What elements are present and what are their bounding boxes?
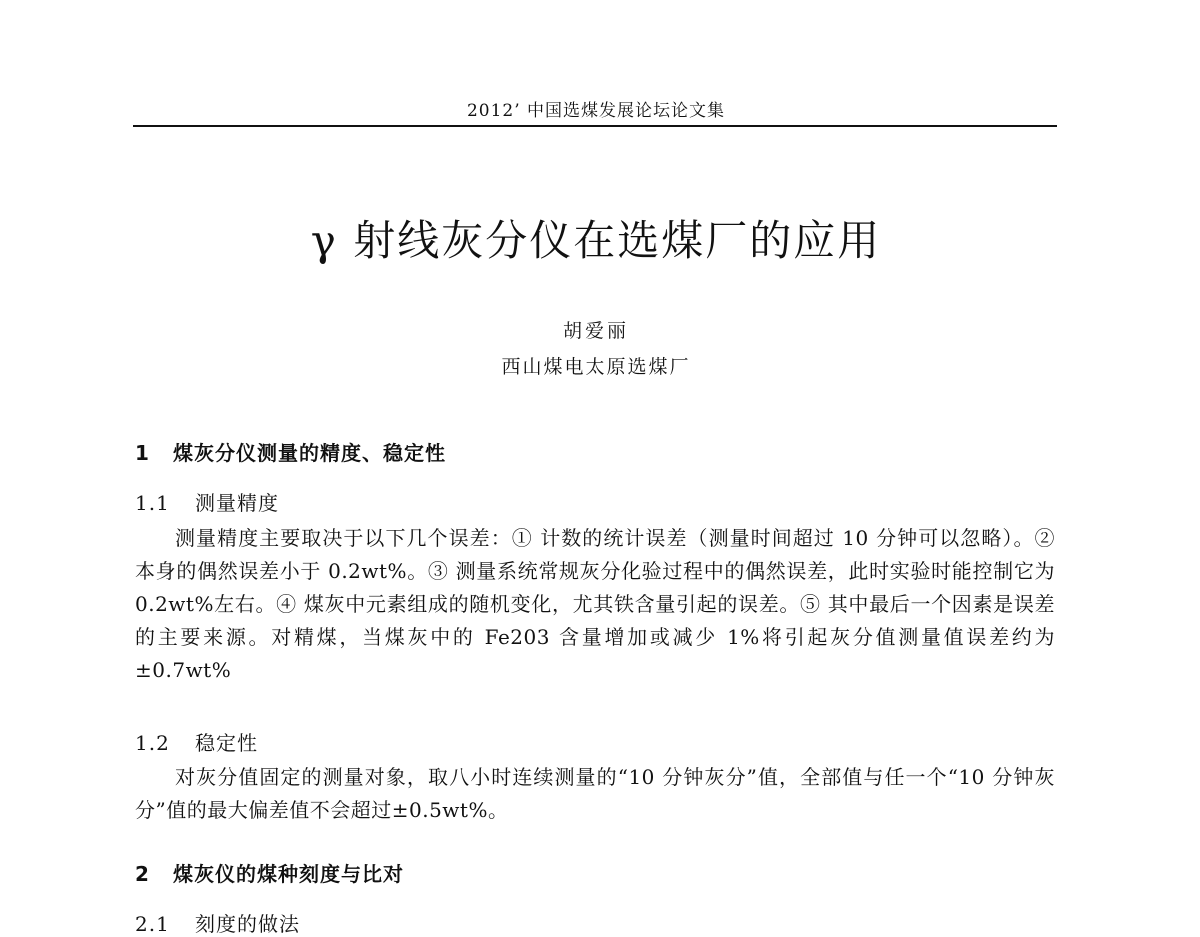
author-name: 胡爱丽 xyxy=(562,320,629,342)
subsection-heading-2-1 xyxy=(135,908,300,937)
paper-title: γ 射线灰分仪在选煤厂的应用 xyxy=(310,216,882,265)
section-number: 1 xyxy=(135,441,150,465)
subsection-heading-1-2 xyxy=(135,727,258,756)
section-heading-1 xyxy=(135,437,446,466)
subsection-heading-1-1 xyxy=(135,487,279,516)
header-rule xyxy=(133,125,1057,127)
subsection-number: 1.2 xyxy=(135,731,170,755)
section-title: 煤灰分仪测量的精度、稳定性 xyxy=(173,441,446,465)
subsection-number: 1.1 xyxy=(135,491,170,515)
paragraph-measurement-accuracy: 测量精度主要取决于以下几个误差：① 计数的统计误差（测量时间超过 10 分钟可以忽略）。② 本身的偶然误差小于 0.2wt%。③ 测量系统常规灰分化验过程中的偶然误差，此时实验时能控制它为 0.2wt%左右。④ 煤灰中元素组成的随机变化，尤其铁含量引起的误差。⑤ 其中最后一个因素是误差的主要来源。对精煤，当煤灰中的 Fe203 含量增加或减少 1%将引起灰分值测量值误差约为±0.7wt% xyxy=(135,526,1055,682)
section-heading-2 xyxy=(135,858,404,887)
paragraph-stability: 对灰分值固定的测量对象，取八小时连续测量的“10 分钟灰分”值，全部值与任一个“10 分钟灰分”值的最大偏差值不会超过±0.5wt%。 xyxy=(135,765,1055,822)
section-number: 2 xyxy=(135,862,150,886)
section-title: 煤灰仪的煤种刻度与比对 xyxy=(173,862,404,886)
author-affiliation: 西山煤电太原选煤厂 xyxy=(501,356,691,378)
subsection-title: 测量精度 xyxy=(195,491,279,515)
subsection-number: 2.1 xyxy=(135,912,170,936)
subsection-title: 稳定性 xyxy=(195,731,258,755)
running-header: 2012’ 中国选煤发展论坛论文集 xyxy=(466,101,726,121)
subsection-title: 刻度的做法 xyxy=(195,912,300,936)
